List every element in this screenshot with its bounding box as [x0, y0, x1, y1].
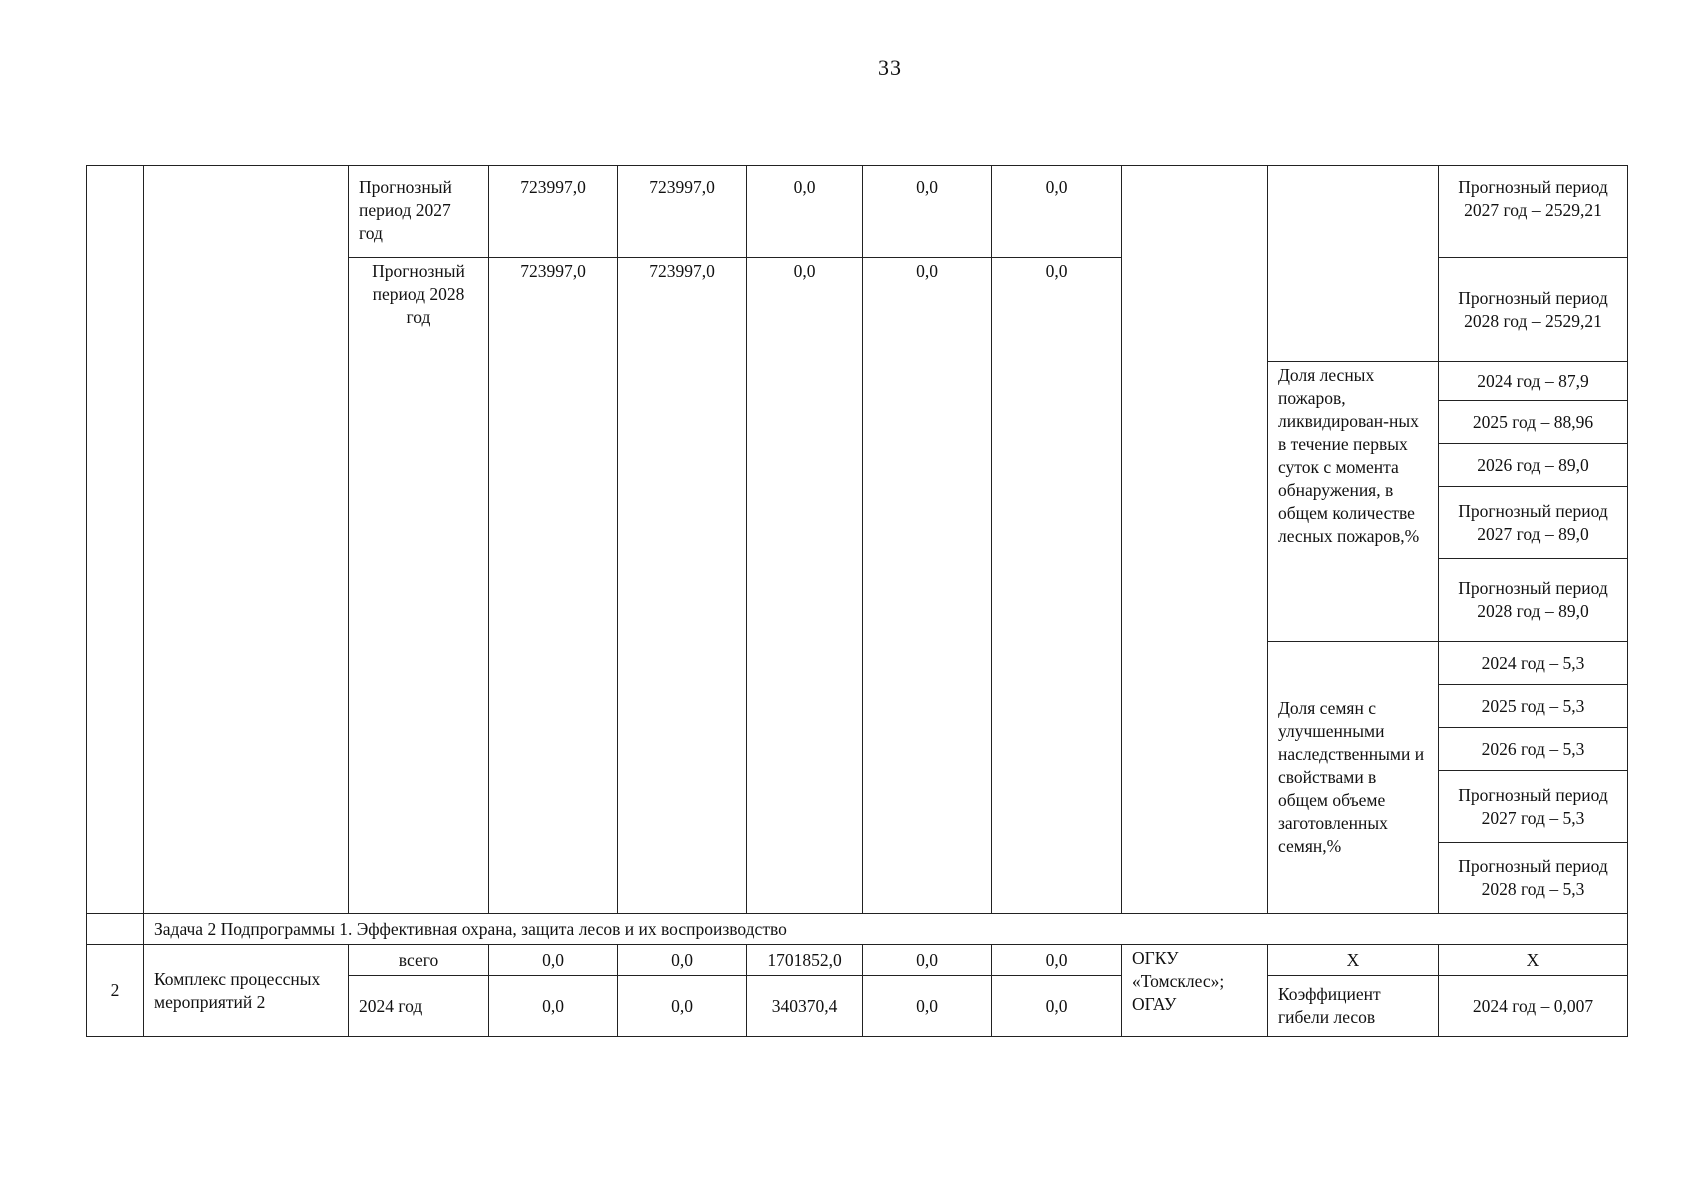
- indicator-value-cell: Прогнозный период 2028 год – 5,3: [1439, 843, 1628, 914]
- number-cell-empty: [87, 166, 144, 914]
- value-cell: 0,0: [992, 976, 1122, 1037]
- indicator-name-cell: Доля лесных пожаров, ликвидирован-ных в течение первых суток с момента обнаружения, в общем количестве лесных пожаров,%: [1268, 362, 1439, 642]
- value-cell: 0,0: [863, 976, 992, 1037]
- indicator-value-cell: 2025 год – 5,3: [1439, 685, 1628, 728]
- indicator-name-cell: Доля семян с улучшенными наследственными и свойствами в общем объеме заготовленных семян,%: [1268, 642, 1439, 914]
- indicator-cell: Коэффициент гибели лесов: [1268, 976, 1439, 1037]
- indicator-value-cell: 2026 год – 89,0: [1439, 444, 1628, 487]
- value-cell: 723997,0: [618, 258, 747, 914]
- value-cell: 0,0: [618, 945, 747, 976]
- task-title: Задача 2 Подпрограммы 1. Эффективная охрана, защита лесов и их воспроизводство: [144, 914, 1628, 945]
- executor-cell: ОГКУ «Томсклес»; ОГАУ: [1122, 945, 1268, 1037]
- period-cell: всего: [349, 945, 489, 976]
- indicator-value-cell: 2024 год – 0,007: [1439, 976, 1628, 1037]
- indicator-value-cell: Прогнозный период 2028 год – 2529,21: [1439, 258, 1628, 362]
- value-cell: 723997,0: [489, 166, 618, 258]
- value-cell: 0,0: [489, 945, 618, 976]
- value-cell: 0,0: [992, 258, 1122, 914]
- name-cell-empty: [144, 166, 349, 914]
- value-cell: 723997,0: [618, 166, 747, 258]
- period-cell: 2024 год: [349, 976, 489, 1037]
- task-number-cell-empty: [87, 914, 144, 945]
- complex-name: Комплекс процессных мероприятий 2: [144, 945, 349, 1037]
- value-cell: 0,0: [992, 166, 1122, 258]
- value-cell: 0,0: [863, 945, 992, 976]
- indicator-cell-empty: [1268, 166, 1439, 362]
- page-number: 33: [878, 55, 902, 80]
- indicator-cell: Х: [1268, 945, 1439, 976]
- value-cell: 0,0: [992, 945, 1122, 976]
- value-cell: 723997,0: [489, 258, 618, 914]
- indicator-value-cell: 2024 год – 5,3: [1439, 642, 1628, 685]
- value-cell: 0,0: [863, 258, 992, 914]
- indicator-value-cell: 2026 год – 5,3: [1439, 728, 1628, 771]
- indicator-value-cell: 2024 год – 87,9: [1439, 362, 1628, 401]
- indicator-value-cell: Прогнозный период 2027 год – 5,3: [1439, 771, 1628, 843]
- row-number: 2: [87, 945, 144, 1037]
- table-row: [87, 914, 1628, 945]
- indicator-value-cell: 2025 год – 88,96: [1439, 401, 1628, 444]
- table-row: [87, 945, 1628, 976]
- value-cell: 0,0: [863, 166, 992, 258]
- indicator-value-cell: Прогнозный период 2028 год – 89,0: [1439, 559, 1628, 642]
- table-row: [87, 166, 1628, 258]
- value-cell: 1701852,0: [747, 945, 863, 976]
- program-table: [86, 165, 1628, 1037]
- indicator-value-cell: Прогнозный период 2027 год – 89,0: [1439, 487, 1628, 559]
- executor-cell-empty: [1122, 166, 1268, 914]
- indicator-value-cell: Прогнозный период 2027 год – 2529,21: [1439, 166, 1628, 258]
- period-cell: Прогнозный период 2027 год: [349, 166, 489, 258]
- period-cell: Прогнозный период 2028 год: [349, 258, 489, 914]
- value-cell: 0,0: [489, 976, 618, 1037]
- indicator-value-cell: Х: [1439, 945, 1628, 976]
- value-cell: 0,0: [747, 258, 863, 914]
- value-cell: 0,0: [618, 976, 747, 1037]
- value-cell: 340370,4: [747, 976, 863, 1037]
- value-cell: 0,0: [747, 166, 863, 258]
